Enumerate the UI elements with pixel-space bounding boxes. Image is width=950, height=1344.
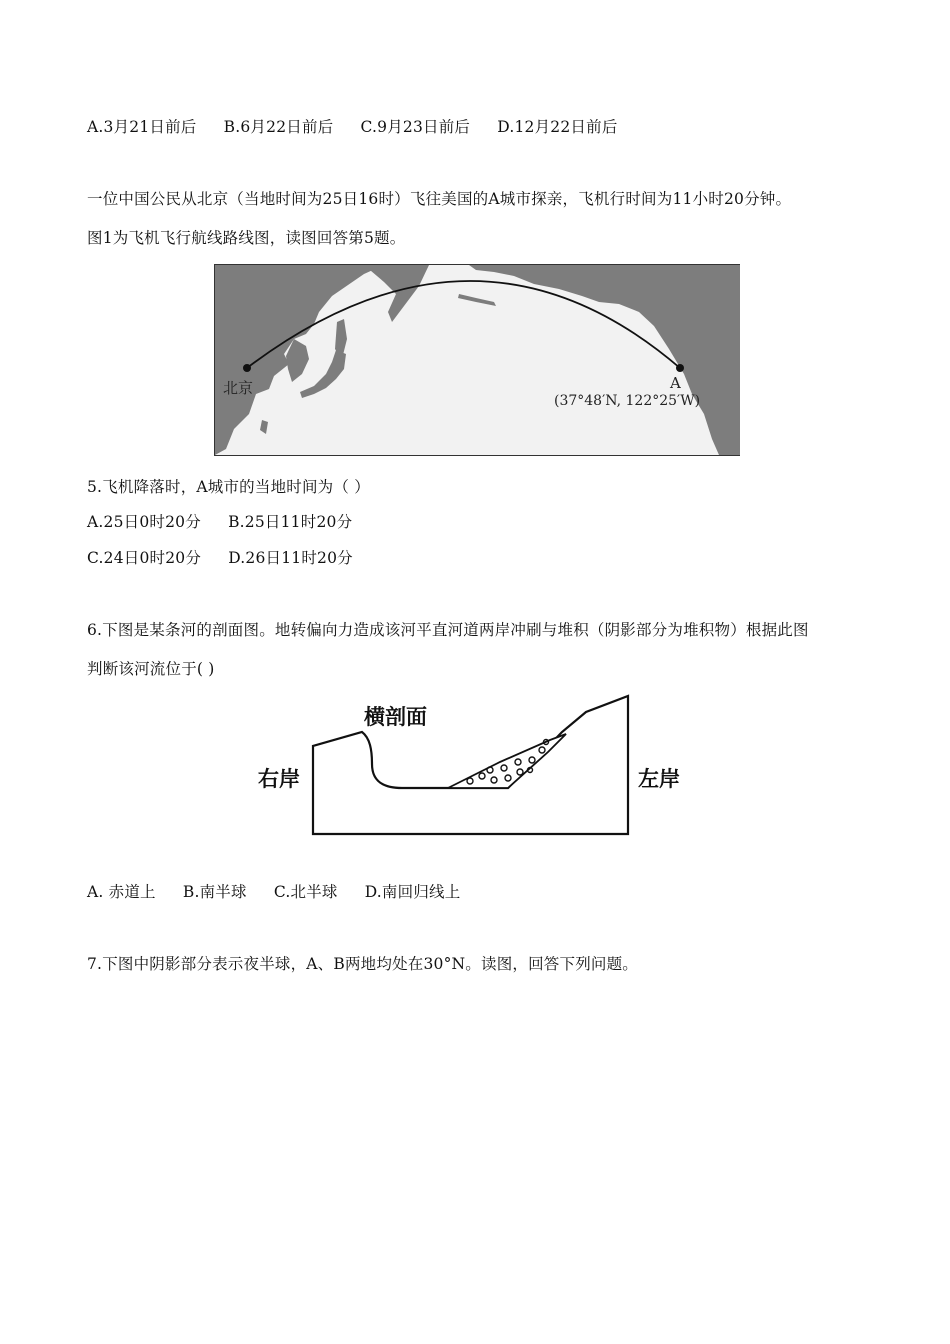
q5-options-row-1 <box>87 512 352 532</box>
q7-stem: 7.下图中阴影部分表示夜半球，A、B两地均处在30°N。读图，回答下列问题。 <box>87 955 639 973</box>
right-bank-label: 右岸 <box>258 767 300 791</box>
q5-option-d: D.26日11时20分 <box>228 549 353 567</box>
beijing-label: 北京 <box>223 379 254 397</box>
q5-stem: 5.飞机降落时，A城市的当地时间为（ ） <box>87 478 370 496</box>
q6-stem-line-2: 判断该河流位于( ) <box>87 660 215 678</box>
q6-option-a: A. 赤道上 <box>87 883 156 901</box>
q6-stem-line-1: 6.下图是某条河的剖面图。地转偏向力造成该河平直河道两岸冲刷与堆积（阴影部分为堆积物）根据此图 <box>87 621 809 639</box>
flight-route-map <box>214 264 740 456</box>
q5-option-b: B.25日11时20分 <box>228 513 353 531</box>
q4-option-a: A.3月21日前后 <box>87 118 197 136</box>
q5-option-a: A.25日0时20分 <box>87 513 201 531</box>
q6-options <box>87 882 460 902</box>
q4-options <box>87 117 618 137</box>
q4-option-c: C.9月23日前后 <box>360 118 471 136</box>
q4-option-d: D.12月22日前后 <box>497 118 618 136</box>
q5-options-row-2 <box>87 548 353 568</box>
intro-line-2: 图1为飞机飞行航线路线图，读图回答第5题。 <box>87 229 406 247</box>
intro-line-1: 一位中国公民从北京（当地时间为25日16时）飞往美国的A城市探亲，飞机行时间为11小时20分钟。 <box>87 190 792 208</box>
q6-option-c: C.北半球 <box>273 883 338 901</box>
beijing-marker <box>243 364 251 372</box>
q4-option-b: B.6月22日前后 <box>223 118 334 136</box>
city-a-marker <box>676 364 684 372</box>
city-a-coords: (37°48′N, 122°25′W) <box>554 393 701 409</box>
q6-option-b: B.南半球 <box>182 883 247 901</box>
q6-option-d: D.南回归线上 <box>364 883 461 901</box>
q5-option-c: C.24日0时20分 <box>87 549 202 567</box>
left-bank-label: 左岸 <box>638 767 680 791</box>
river-cross-section-diagram <box>250 690 700 846</box>
river-channel-outline <box>313 696 628 834</box>
diagram-title: 横剖面 <box>364 705 427 729</box>
city-a-label: A <box>670 374 681 392</box>
